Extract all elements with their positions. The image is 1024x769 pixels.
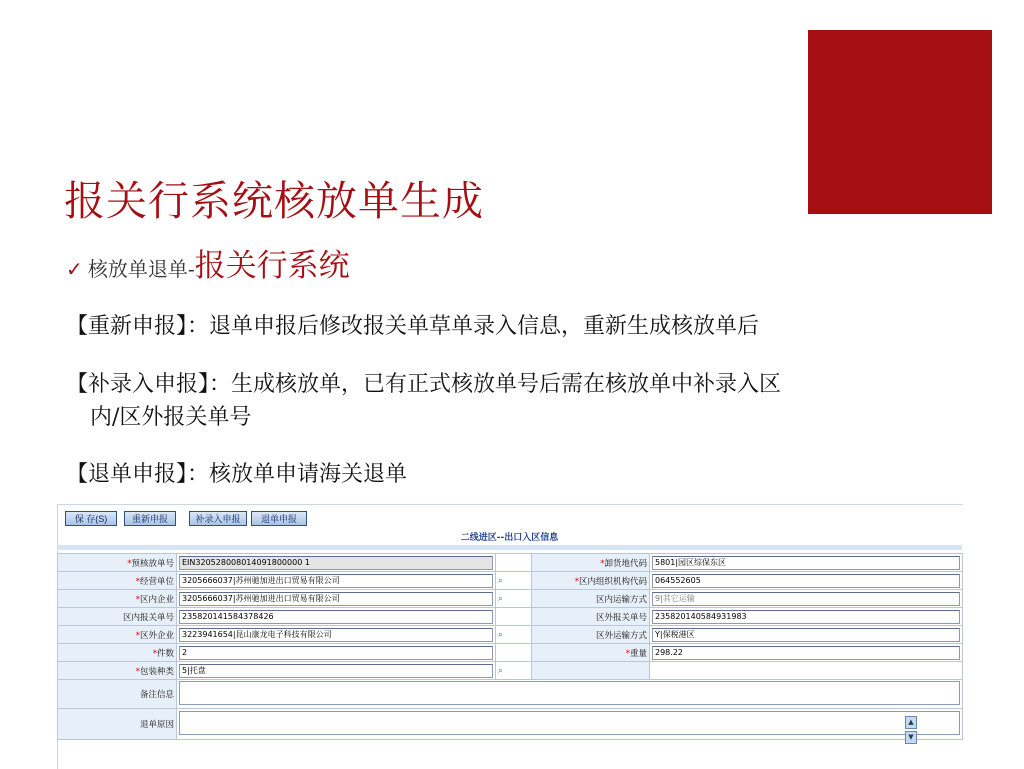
field-label-text: 区外报关单号 xyxy=(595,612,647,623)
field-value-cell xyxy=(177,590,496,608)
field-label xyxy=(58,608,177,626)
field-label xyxy=(58,644,177,662)
form-row xyxy=(58,572,963,590)
field-input[interactable] xyxy=(179,610,493,624)
field-label-text: 预核放单号 xyxy=(131,558,174,569)
field-input[interactable] xyxy=(652,646,960,660)
subtitle-plain: 核放单退单- xyxy=(87,257,195,281)
field-value-cell xyxy=(650,608,963,626)
scroll-down-button[interactable]: ▼ xyxy=(905,731,917,744)
reason-textarea[interactable] xyxy=(179,711,960,735)
save-button[interactable]: 保 存(S) xyxy=(65,511,117,526)
field-value-cell xyxy=(650,626,963,644)
required-marker: * xyxy=(127,558,132,569)
slide-title: 报关行系统核放单生成 xyxy=(64,177,484,225)
magnifier-icon[interactable]: ⌕ xyxy=(498,665,503,676)
paragraph-text: 【补录入申报】：生成核放单，已有正式核放单号后需在核放单中补录入区 xyxy=(66,372,782,397)
form-row xyxy=(58,626,963,644)
field-label xyxy=(532,608,650,626)
form-row xyxy=(58,554,963,572)
form-row xyxy=(58,662,963,680)
field-label xyxy=(58,590,177,608)
reason-row xyxy=(58,709,963,740)
resubmit-button[interactable]: 重新申报 xyxy=(124,511,176,526)
form-title: 二线进区--出口入区信息 xyxy=(460,533,559,543)
field-input[interactable] xyxy=(179,556,493,570)
form-row xyxy=(58,608,963,626)
field-input[interactable] xyxy=(179,592,493,606)
form-grid xyxy=(57,553,963,740)
field-label xyxy=(58,626,177,644)
check-icon: ✓ xyxy=(66,257,83,281)
field-input[interactable] xyxy=(652,628,960,642)
required-marker: * xyxy=(625,648,630,659)
required-marker: * xyxy=(135,630,140,641)
field-value-cell xyxy=(650,590,963,608)
field-input[interactable] xyxy=(179,574,493,588)
field-label-text: 区内企业 xyxy=(139,594,174,605)
field-label-text: 经营单位 xyxy=(139,576,174,587)
required-marker: * xyxy=(135,666,140,677)
field-label-text: 区内报关单号 xyxy=(122,612,174,623)
field-label xyxy=(532,662,650,680)
paragraph-resubmit xyxy=(66,310,966,343)
required-marker: * xyxy=(135,594,140,605)
field-input[interactable] xyxy=(179,646,493,660)
field-label-text: 区内运输方式 xyxy=(595,594,647,605)
withdraw-button[interactable]: 退单申报 xyxy=(251,511,307,526)
scroll-up-button[interactable]: ▲ xyxy=(905,716,917,729)
field-label xyxy=(532,626,650,644)
magnifier-icon[interactable]: ⌕ xyxy=(498,593,503,604)
magnifier-icon[interactable]: ⌕ xyxy=(498,575,503,586)
field-input[interactable] xyxy=(179,664,493,678)
field-label-text: 包装种类 xyxy=(139,666,174,677)
search-cell xyxy=(496,644,532,662)
field-label xyxy=(532,572,650,590)
field-value-cell xyxy=(177,644,496,662)
form-band xyxy=(57,545,962,550)
required-marker: * xyxy=(135,576,140,587)
field-input[interactable] xyxy=(179,628,493,642)
required-marker: * xyxy=(600,558,605,569)
field-value-cell xyxy=(650,572,963,590)
search-cell xyxy=(496,554,532,572)
paragraph-text: 【重新申报】：退单申报后修改报关单草单录入信息，重新生成核放单后 xyxy=(66,314,760,339)
paragraph-supplement xyxy=(66,368,966,434)
field-label-text: 区内组织机构代码 xyxy=(578,576,647,587)
accent-block xyxy=(808,30,992,214)
form-row xyxy=(58,644,963,662)
remark-row xyxy=(58,680,963,709)
reason-label: 退单原因 xyxy=(58,709,177,740)
supplement-button[interactable]: 补录入申报 xyxy=(189,511,247,526)
field-value-cell xyxy=(650,662,963,680)
release-form-screenshot xyxy=(57,504,962,768)
field-label xyxy=(532,554,650,572)
field-value-cell xyxy=(177,662,496,680)
search-cell xyxy=(496,590,532,608)
required-marker: * xyxy=(574,576,579,587)
field-label-text: 重量 xyxy=(629,648,647,659)
search-cell xyxy=(496,626,532,644)
paragraph-withdraw xyxy=(66,458,966,491)
field-input[interactable] xyxy=(652,574,960,588)
reason-cell xyxy=(177,709,963,740)
slide-subtitle xyxy=(66,240,350,285)
subtitle-emphasis: 报关行系统 xyxy=(194,248,350,284)
field-label xyxy=(532,644,650,662)
field-input[interactable] xyxy=(652,556,960,570)
magnifier-icon[interactable]: ⌕ xyxy=(498,629,503,640)
field-value-cell xyxy=(650,644,963,662)
search-cell xyxy=(496,572,532,590)
field-label-text: 件数 xyxy=(156,648,174,659)
remark-label: 备注信息 xyxy=(58,680,177,709)
required-marker: * xyxy=(152,648,157,659)
field-value-cell xyxy=(177,554,496,572)
field-input[interactable] xyxy=(652,592,960,606)
field-value-cell xyxy=(177,626,496,644)
search-cell xyxy=(496,662,532,680)
paragraph-text-continued: 内/区外报关单号 xyxy=(90,405,252,430)
paragraph-text: 【退单申报】：核放单申请海关退单 xyxy=(66,462,408,487)
field-label-text: 卸货地代码 xyxy=(604,558,647,569)
search-cell xyxy=(496,608,532,626)
field-value-cell xyxy=(177,572,496,590)
field-label xyxy=(532,590,650,608)
field-label xyxy=(58,554,177,572)
remark-cell xyxy=(177,680,963,709)
form-row xyxy=(58,590,963,608)
field-input[interactable] xyxy=(652,610,960,624)
field-value-cell xyxy=(650,554,963,572)
field-label xyxy=(58,662,177,680)
field-label-text: 区外企业 xyxy=(139,630,174,641)
remark-textarea[interactable] xyxy=(179,681,960,705)
field-label xyxy=(58,572,177,590)
field-label-text: 区外运输方式 xyxy=(595,630,647,641)
field-value-cell xyxy=(177,608,496,626)
